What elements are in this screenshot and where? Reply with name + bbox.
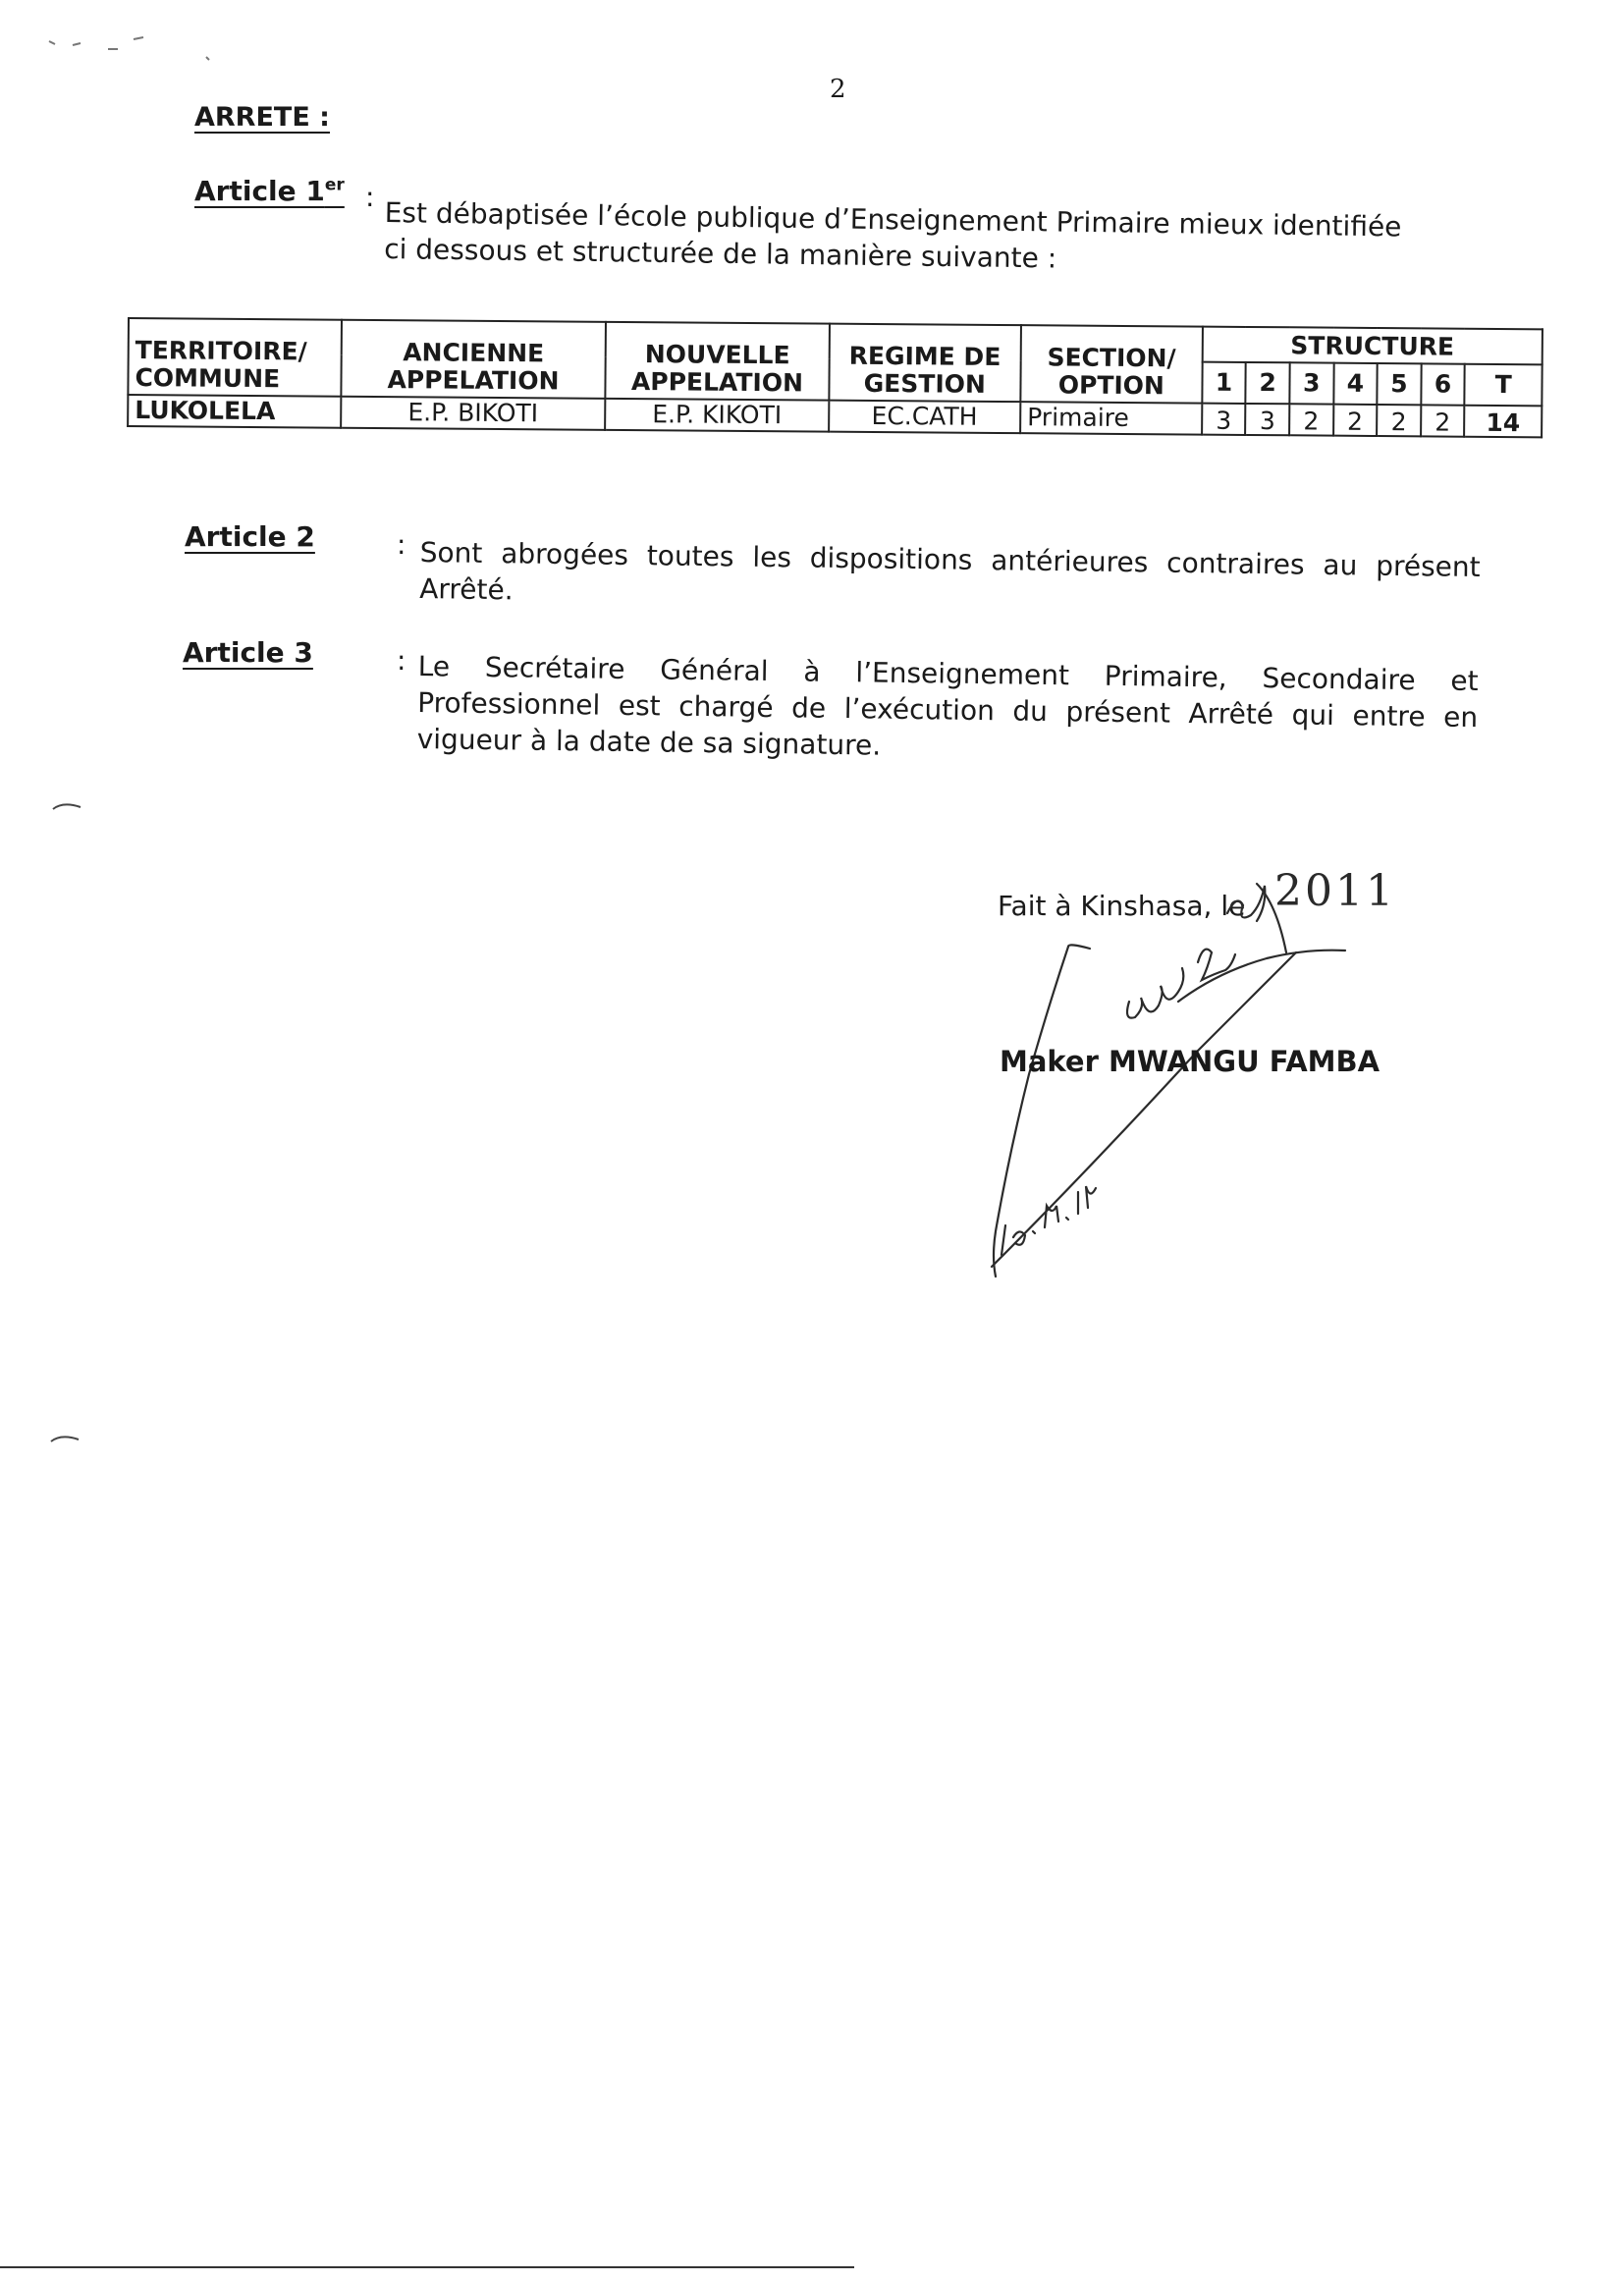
cell-section-option: Primaire <box>1020 402 1202 434</box>
header-structure-col-2: 2 <box>1246 362 1290 404</box>
article-2-label: Article 2 <box>185 520 315 553</box>
header-ancienne-appelation: ANCIENNE APPELATION <box>341 320 606 399</box>
article-1-text: Est débaptisée l’école publique d’Enseignement Primaire mieux identifiée ci dessous et structurée de la manière suivante : <box>383 195 1402 275</box>
article-3-label: Article 3 <box>183 636 313 669</box>
cell-ancienne-appelation: E.P. BIKOTI <box>341 397 606 430</box>
header-nouvelle-appelation: NOUVELLE APPELATION <box>606 322 830 401</box>
header-structure-col-6: 6 <box>1421 363 1465 405</box>
signatory-name: Maker MWANGU FAMBA <box>1000 1045 1380 1078</box>
cell-structure-total: 14 <box>1464 406 1542 438</box>
cell-nouvelle-appelation: E.P. KIKOTI <box>605 399 828 432</box>
handwritten-signature <box>933 854 1443 1306</box>
article-2-text: Sont abrogées toutes les dispositions antérieures contraires au présent Arrêté. <box>418 535 1481 607</box>
scan-specks <box>39 20 275 79</box>
page-number: 2 <box>830 75 846 104</box>
article-3-text: Le Secrétaire Général à l’Enseignement Primaire, Secondaire et Professionnel est chargé de l’exécution du présent Arrêté qui entre en vigueur à la date de sa signature. <box>416 649 1479 762</box>
header-structure-col-5: 5 <box>1377 363 1421 405</box>
cell-structure-4: 2 <box>1333 405 1378 436</box>
cell-structure-2: 3 <box>1245 404 1289 435</box>
header-structure-col-4: 4 <box>1333 363 1378 405</box>
header-structure-col-1: 1 <box>1202 362 1246 404</box>
header-territoire: TERRITOIRE/ COMMUNE <box>128 318 341 397</box>
cell-structure-5: 2 <box>1377 405 1421 436</box>
article-1-label <box>194 175 345 207</box>
date-stamp: 2011 <box>1274 866 1396 916</box>
header-section-option: SECTION/ OPTION <box>1020 325 1202 403</box>
cell-structure-1: 3 <box>1202 404 1246 435</box>
header-structure: STRUCTURE <box>1202 327 1543 365</box>
article-2-colon: : <box>397 528 406 561</box>
scan-mark-left-1 <box>49 797 88 817</box>
cell-structure-3: 2 <box>1289 404 1333 435</box>
place-and-date-line: Fait à Kinshasa, le <box>998 890 1246 922</box>
cell-structure-6: 2 <box>1421 405 1465 436</box>
scan-mark-left-2 <box>47 1430 86 1449</box>
article-1-colon: : <box>365 181 375 213</box>
header-structure-col-3: 3 <box>1289 362 1333 404</box>
cell-territoire: LUKOLELA <box>128 395 341 428</box>
article-1-label-sup: er <box>324 175 345 195</box>
cell-regime-de-gestion: EC.CATH <box>829 401 1021 434</box>
school-structure-table <box>127 317 1543 438</box>
decree-heading: ARRETE : <box>194 102 330 133</box>
bottom-rule <box>0 2266 854 2268</box>
header-regime-de-gestion: REGIME DE GESTION <box>829 324 1021 403</box>
article-1-label-text: Article 1 <box>194 175 325 207</box>
article-3-colon: : <box>397 644 406 677</box>
header-structure-col-total: T <box>1465 364 1543 407</box>
